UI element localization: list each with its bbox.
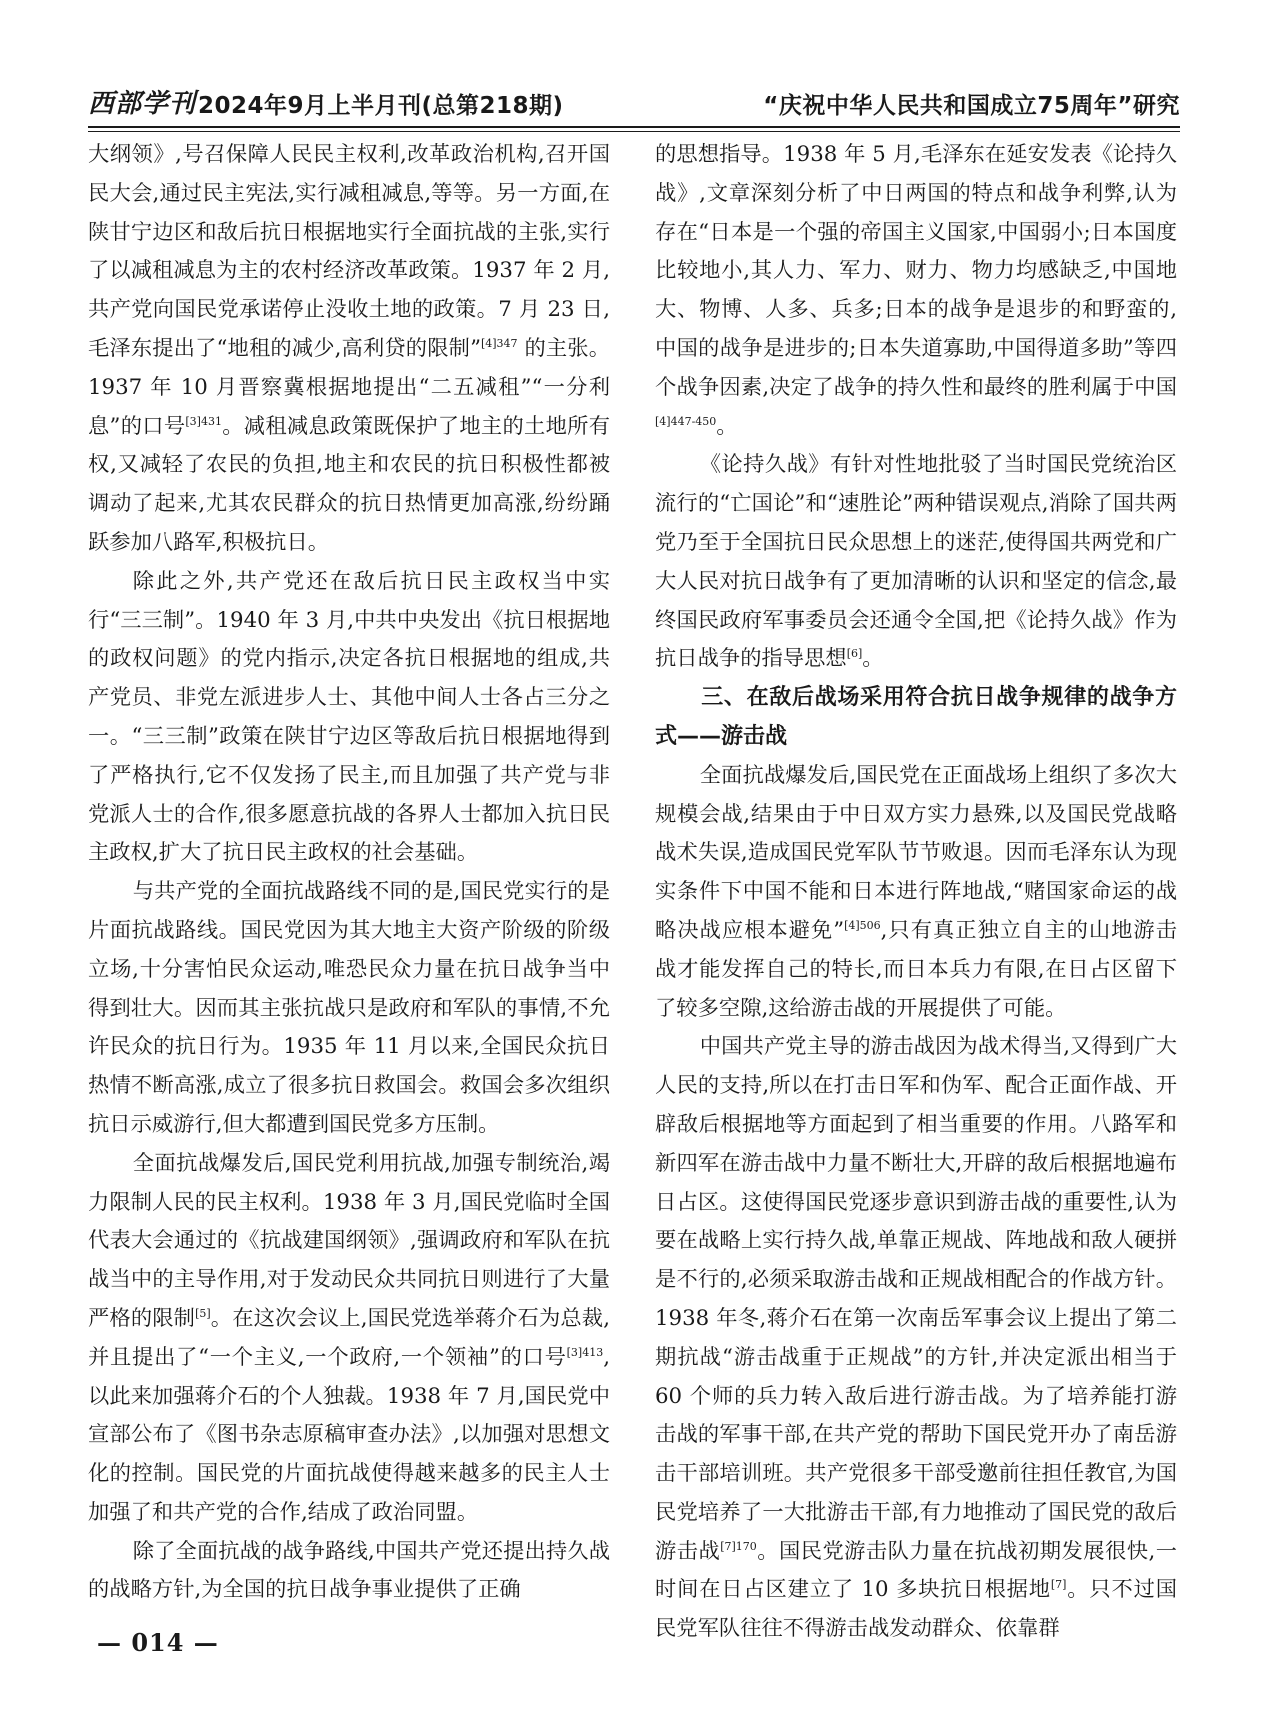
paragraph [655, 757, 1177, 1029]
text: 。 [862, 646, 884, 672]
text: ,只有真正独立自主的山地游击战才能发挥自己的特长,而日本兵力有限,在日占区留下了较多空隙,这给游击战的开展提供了可能。 [655, 917, 1178, 1021]
text: 。国民党游击队力量在抗战初期发展很快,一时间在日占区建立了 10 多块抗日根据地 [655, 1538, 1177, 1603]
issue-info: 2024年9月上半月刊(总第218期) [198, 93, 564, 119]
column-title: “庆祝中华人民共和国成立75周年”研究 [763, 93, 1180, 119]
journal-logo: 西部学刊 [88, 89, 197, 119]
header-left [88, 83, 564, 120]
citation: [4]347 [480, 336, 518, 350]
citation: [5] [195, 1306, 211, 1320]
text: ,以此来加强蒋介石的个人独裁。1938 年 7 月,国民党中宣部公布了《图书杂志原稿审查办法》,以加强对思想文化的控制。国民党的片面抗战使得越来越多的民主人士加强了和共产党的合作,结成了政治同盟。 [88, 1344, 610, 1525]
citation: [7] [1050, 1578, 1067, 1592]
text: 的思想指导。1938 年 5 月,毛泽东在延安发表《论持久战》,文章深刻分析了中日两国的特点和战争利弊,认为存在“日本是一个强的帝国主义国家,中国弱小;日本国度比较地小,其人力、军力、财力、物力均感缺乏,中国地大、物博、人多、兵多;日本的战争是退步的和野蛮的,中国的战争是进步的;日本失道寡助,中国得道多助”等四个战争因素,决定了战争的持久性和最终的胜利属于中国 [655, 142, 1177, 400]
citation: [6] [846, 647, 863, 661]
paragraph: 与共产党的全面抗战路线不同的是,国民党实行的是片面抗战路线。国民党因为其大地主大资产阶级的阶级立场,十分害怕民众运动,唯恐民众力量在抗日战争当中得到壮大。因而其主张抗战只是政府和军队的事情,不允许民众的抗日行为。1935 年 11 月以来,全国民众抗日热情不断高涨,成立了很多抗日救国会。救国会多次组织抗日示威游行,但大都遭到国民党多方压制。 [88, 879, 610, 1137]
paragraph: 除了全面抗战的战争路线,中国共产党还提出持久战的战略方针,为全国的抗日战争事业提供了正确 [88, 1538, 610, 1603]
text: 。减租减息政策既保护了地主的土地所有权,又减轻了农民的负担,地主和农民的抗日积极性都被调动了起来,尤其农民群众的抗日热情更加高涨,纷纷踊跃参加八路军,积极抗日。 [88, 413, 610, 555]
running-header [88, 80, 1180, 120]
text: 全面抗战爆发后,国民党在正面战场上组织了多次大规模会战,结果由于中日双方实力悬殊,以及国民党战略战术失误,造成国民党军队节节败退。因而毛泽东认为现实条件下中国不能和日本进行阵地战,“赌国家命运的战略决战应根本避免” [655, 762, 1177, 943]
page-number: — 014 — [97, 1628, 219, 1657]
paragraph [655, 446, 1177, 679]
text: 全面抗战爆发后,国民党利用抗战,加强专制统治,竭力限制人民的民主权利。1938 年 3 月,国民党临时全国代表大会通过的《抗战建国纲领》,强调政府和军队在抗战当中的主导作用,对于发动民众共同抗日则进行了大量严格的限制 [88, 1150, 610, 1331]
citation: [4]447-450 [655, 414, 717, 428]
text: 《论持久战》有针对性地批驳了当时国民党统治区流行的“亡国论”和“速胜论”两种错误观点,消除了国共两党乃至于全国抗日民众思想上的迷茫,使得国共两党和广大人民对抗日战争有了更加清晰的认识和坚定的信念,最终国民政府军事委员会还通令全国,把《论持久战》作为抗日战争的指导思想 [655, 452, 1177, 672]
text: 。 [716, 413, 738, 439]
text: 大纲领》,号召保障人民民主权利,改革政治机构,召开国民大会,通过民主宪法,实行减租减息,等等。另一方面,在陕甘宁边区和敌后抗日根据地实行全面抗战的主张,实行了以减租减息为主的农村经济改革政策。1937 年 2 月,共产党向国民党承诺停止没收土地的政策。7 月 23 日,毛泽东提出了“地租的减少,高利贷的限制” [88, 142, 610, 361]
text: 。在这次会议上,国民党选举蒋介石为总裁,并且提出了“一个主义,一个政府,一个领袖”的口号 [88, 1305, 610, 1370]
left-column [88, 136, 610, 1610]
text: 。只不过国民党军队往往不得游击战发动群众、依靠群 [655, 1577, 1177, 1642]
paragraph [655, 136, 1177, 446]
section-heading: 三、在敌后战场采用符合抗日战争规律的战争方式——游击战 [655, 685, 1177, 749]
header-rule-thin [88, 131, 1180, 132]
citation: [4]506 [844, 918, 881, 932]
right-column [655, 136, 1177, 1649]
citation: [3]413 [566, 1345, 604, 1359]
paragraph: 除此之外,共产党还在敌后抗日民主政权当中实行“三三制”。1940 年 3 月,中共中央发出《抗日根据地的政权问题》的党内指示,决定各抗日根据地的组成,共产党员、非党左派进步人士、其他中间人士各占三分之一。“三三制”政策在陕甘宁边区等敌后抗日根据地得到了严格执行,它不仅发扬了民主,而且加强了共产党与非党派人士的合作,很多愿意抗战的各界人士都加入抗日民主政权,扩大了抗日民主政权的社会基础。 [88, 568, 610, 866]
paragraph [88, 136, 610, 563]
paragraph [88, 1145, 610, 1533]
text: 的主张。1937 年 10 月晋察冀根据地提出“二五减租”“一分利息”的口号 [88, 335, 611, 439]
citation: [3]431 [185, 414, 222, 428]
paragraph [655, 1028, 1177, 1649]
text: 中国共产党主导的游击战因为战术得当,又得到广大人民的支持,所以在打击日军和伪军、配合正面作战、开辟敌后根据地等方面起到了相当重要的作用。八路军和新四军在游击战中力量不断壮大,开辟的敌后根据地遍布日占区。这使得国民党逐步意识到游击战的重要性,认为要在战略上实行持久战,单靠正规战、阵地战和敌人硬拼是不行的,必须采取游击战和正规战相配合的作战方针。1938 年冬,蒋介石在第一次南岳军事会议上提出了第二期抗战“游击战重于正规战”的方针,并决定派出相当于 60 个师的兵力转入敌后进行游击战。为了培养能打游击战的军事干部,在共产党的帮助下国民党开办了南岳游击干部培训班。共产党很多干部受邀前往担任教官,为国民党培养了一大批游击干部,有力地推动了国民党的敌后游击战 [655, 1034, 1177, 1564]
header-rule [88, 126, 1180, 128]
citation: [7]170 [720, 1539, 757, 1553]
